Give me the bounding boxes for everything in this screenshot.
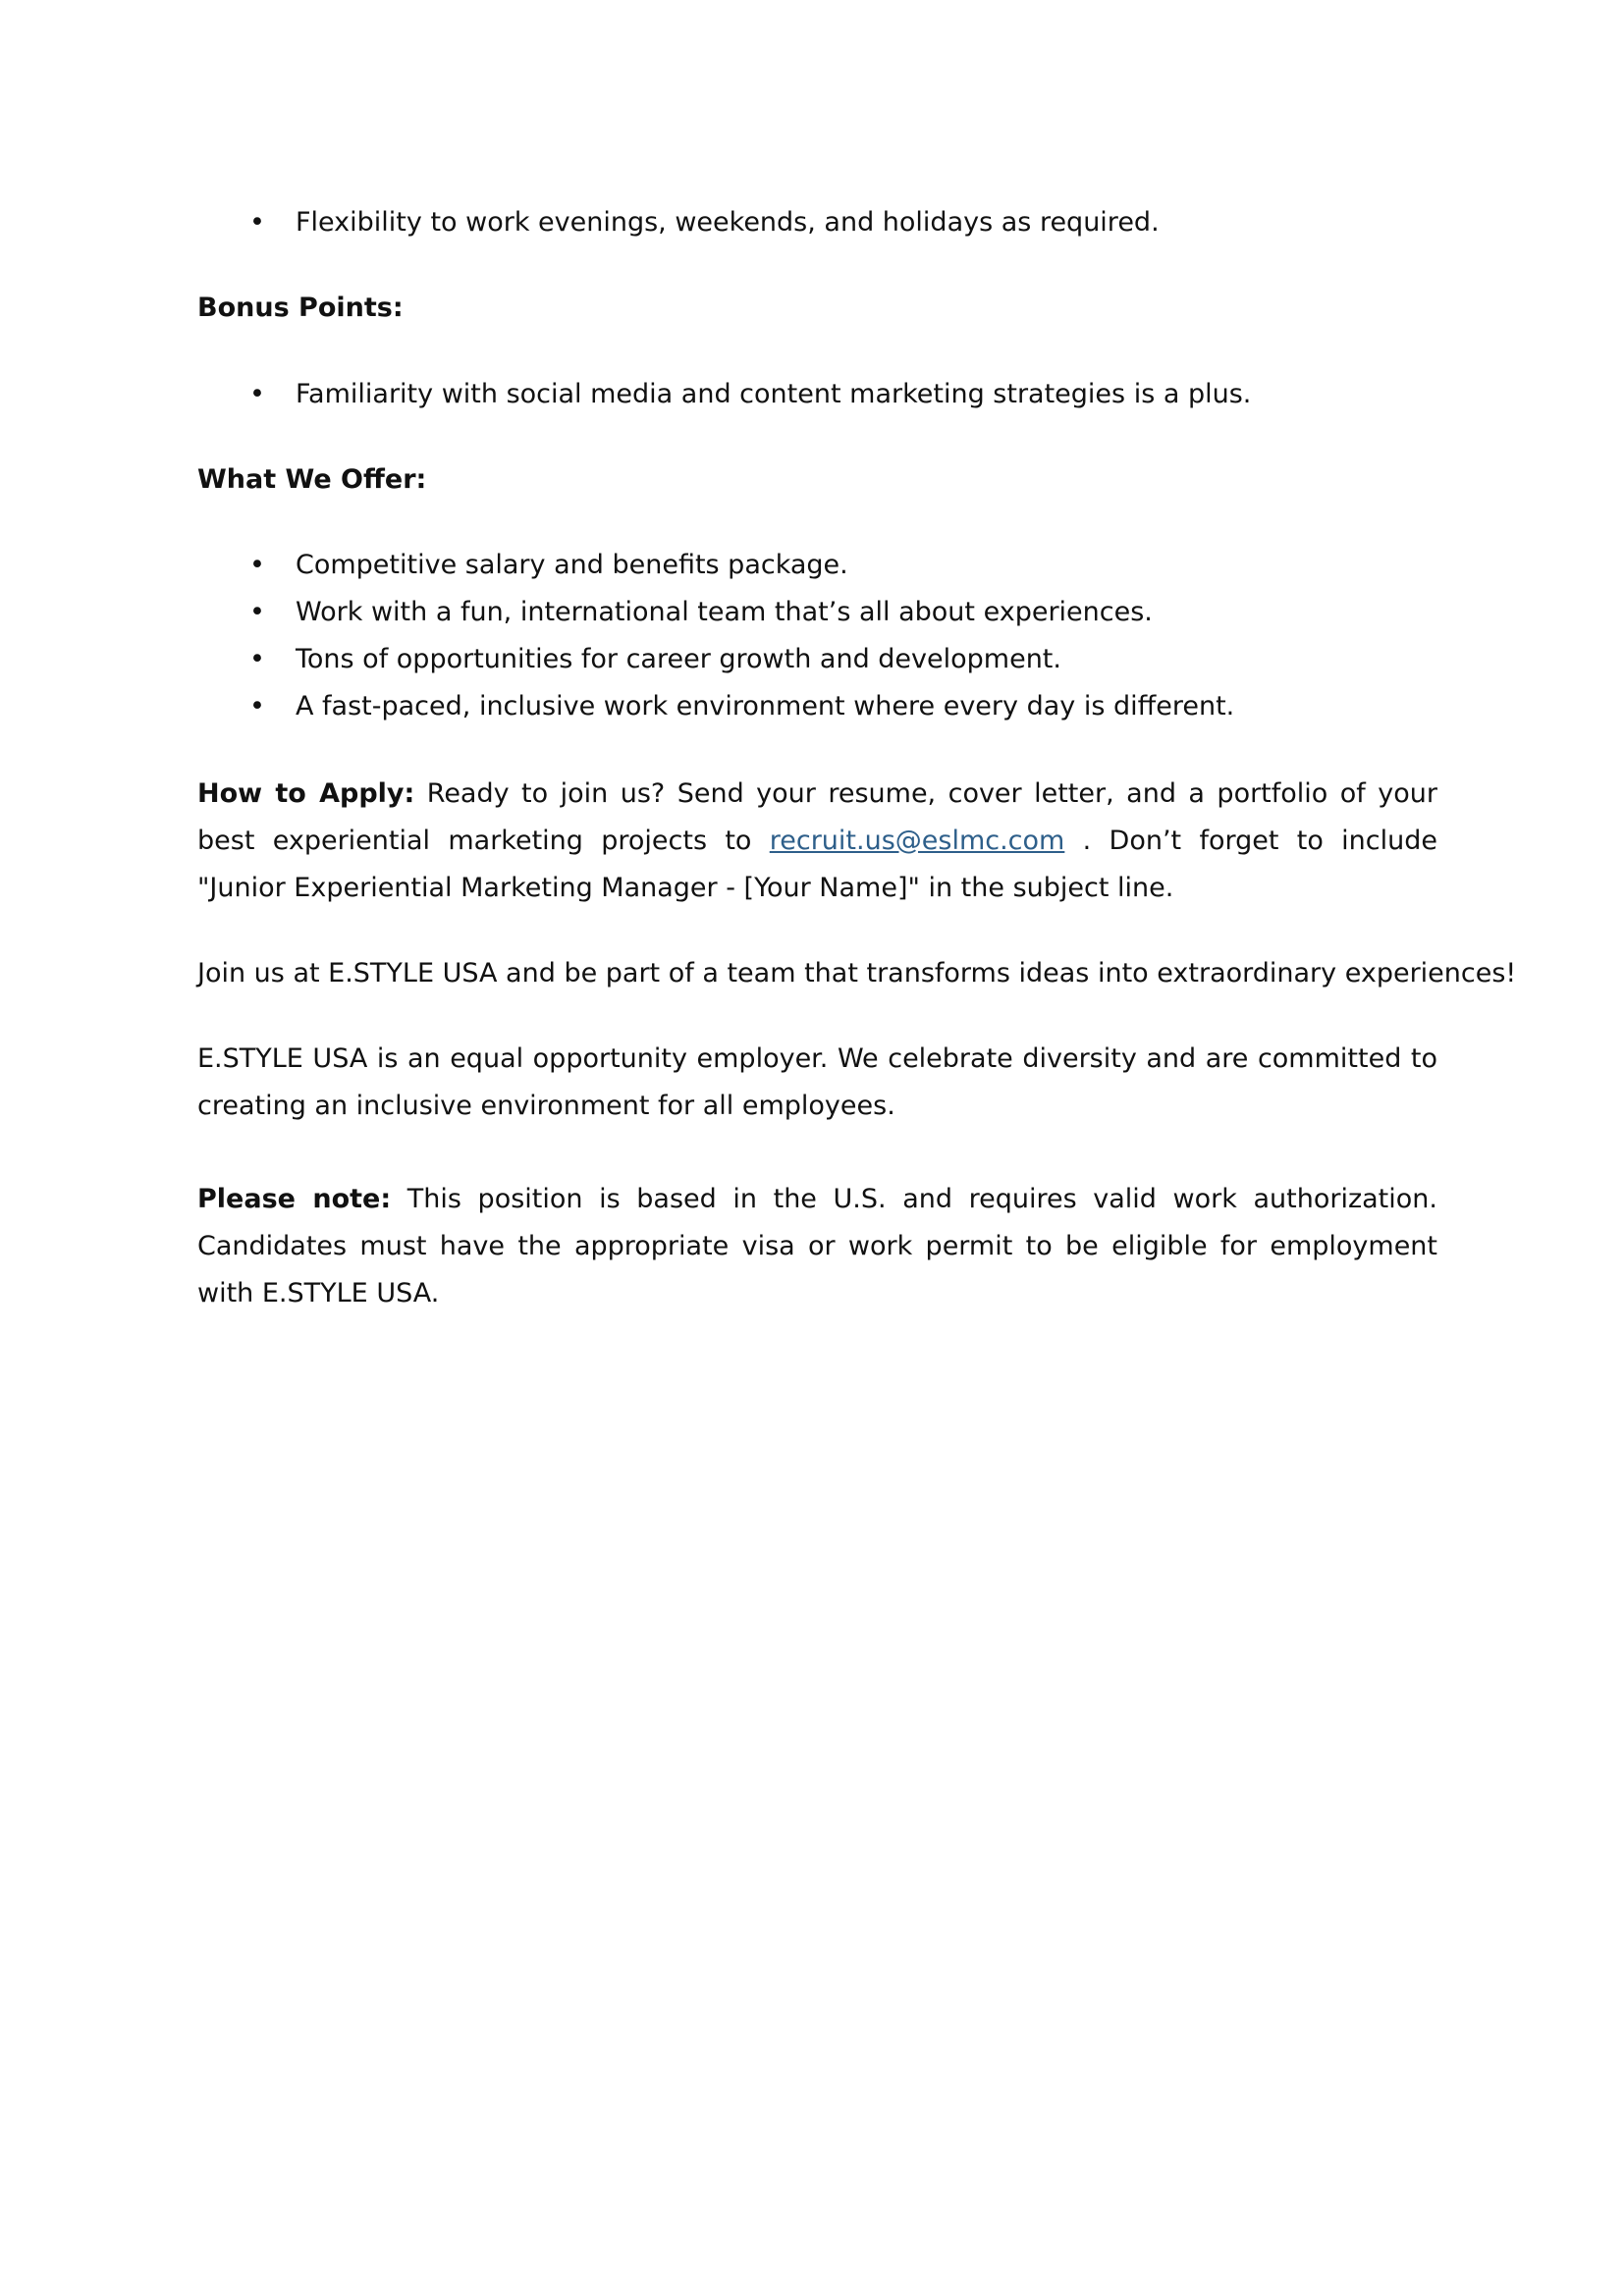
- requirements-list: [197, 199, 1437, 246]
- bullet-icon: •: [249, 207, 265, 238]
- list-item: [197, 636, 1437, 683]
- list-item: [197, 371, 1437, 418]
- list-item-text: Competitive salary and benefits package.: [296, 550, 848, 580]
- what-we-offer-list: [197, 542, 1437, 730]
- what-we-offer-heading: What We Offer:: [197, 464, 427, 495]
- bullet-icon: •: [249, 644, 265, 674]
- bonus-points-section: [197, 371, 1437, 418]
- list-item-text: A fast-paced, inclusive work environment where every day is different.: [296, 691, 1235, 721]
- bullet-icon: •: [249, 379, 265, 409]
- equal-opportunity-paragraph: E.STYLE USA is an equal opportunity employer. We celebrate diversity and are committed to creating an inclusive environment for all employees.: [197, 1043, 1437, 1121]
- list-item-text: Work with a fun, international team that’s all about experiences.: [296, 597, 1153, 627]
- list-item-text: Flexibility to work evenings, weekends, and holidays as required.: [296, 207, 1160, 238]
- bonus-points-list: [197, 371, 1437, 418]
- list-item: [197, 589, 1437, 636]
- list-item-text: Tons of opportunities for career growth and development.: [296, 644, 1061, 674]
- how-to-apply-text-before: Ready to join us? Send your resume, cover letter, and a portfolio of your best experiential marketing projects to: [197, 778, 1437, 856]
- equal-opportunity-section: [197, 1036, 1437, 1130]
- join-us-section: [197, 950, 1517, 997]
- bonus-points-heading: Bonus Points:: [197, 293, 404, 323]
- how-to-apply-section: [197, 771, 1437, 912]
- please-note-section: [197, 1176, 1437, 1317]
- document-page: [197, 0, 1517, 2296]
- list-item: [197, 542, 1437, 589]
- please-note-paragraph: [197, 1176, 1437, 1317]
- requirements-list-section: [197, 199, 1437, 246]
- list-item: [197, 683, 1437, 730]
- bullet-icon: •: [249, 550, 265, 580]
- how-to-apply-label: How to Apply:: [197, 778, 415, 809]
- bullet-icon: •: [249, 597, 265, 627]
- how-to-apply-paragraph: [197, 771, 1437, 912]
- bonus-points-heading-wrap: [197, 285, 404, 332]
- join-us-paragraph: Join us at E.STYLE USA and be part of a team that transforms ideas into extraordinary experiences!: [197, 958, 1517, 988]
- list-item-text: Familiarity with social media and content marketing strategies is a plus.: [296, 379, 1252, 409]
- list-item: [197, 199, 1437, 246]
- please-note-text: This position is based in the U.S. and requires valid work authorization. Candidates must have the appropriate visa or work permit to be eligible for employment with E.STYLE USA.: [197, 1184, 1437, 1308]
- what-we-offer-heading-wrap: [197, 456, 426, 504]
- how-to-apply-text-after: . Don’t forget to include "Junior Experiential Marketing Manager - [Your Name]" in the subject line.: [197, 826, 1437, 903]
- please-note-label: Please note:: [197, 1184, 392, 1214]
- recruit-email-link[interactable]: recruit.us@eslmc.com: [769, 826, 1065, 856]
- what-we-offer-section: [197, 542, 1437, 730]
- bullet-icon: •: [249, 691, 265, 721]
